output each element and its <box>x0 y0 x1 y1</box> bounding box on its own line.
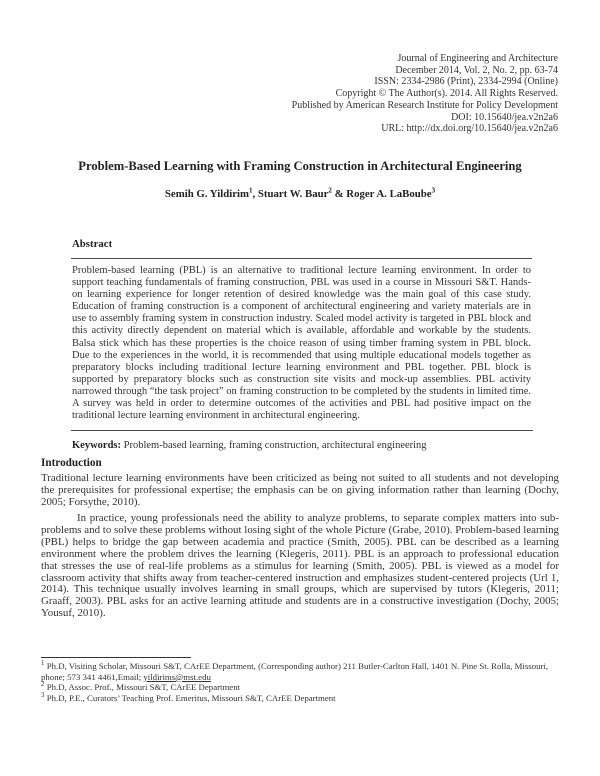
copyright-line: Copyright © The Author(s). 2014. All Rights Reserved. <box>335 88 558 100</box>
author-separator: , <box>252 188 258 200</box>
footnote-separator-rule <box>41 657 191 658</box>
author-2: Stuart W. Baur <box>257 188 329 200</box>
abstract-text: Problem-based learning (PBL) is an alternative to traditional lecture learning environment. In order to support teaching fundamentals of framing construction, PBL was used in a course in Missouri S&T. Hands-on learning experience for longer retention of desired knowledge was the main goal of this case study. Education of framing construction is a component of architectural engineering and variety materials are in use to assembly framing system in construction industry. Scaled model activity is targeted in PBL block and this activity directly dependent on material which is available, affordable and workable by the students. Balsa stick which has these properties is the choice reason of using timber framing system in PBL block. Due to the experiences in the world, it is recommended that using multiple educational models together as preparatory blocks including traditional lecture learning environment and PBL together. PBL block is supported by preparatory blocks such as construction site visits and mock-up assemblies. PBL activity narrowed through “the task project” on framing construction to be completed by the students in limited time. A survey was held in order to determine outcomes of the activities and PBL had positive impact on the traditional lecture learning environment in architectural engineering. <box>72 265 531 422</box>
authors-line <box>40 188 560 200</box>
footnote-1 <box>41 661 561 682</box>
author-3: Roger A. LaBoube <box>346 188 432 200</box>
footnote-1-text: Ph.D, Visiting Scholar, Missouri S&T, CArEE Department, (Corresponding author) 211 Butler-Carlton Hall, 1401 N. Pine St. Rolla, Missouri, phone; 573 341 4461,Email; <box>41 661 549 682</box>
keywords-line <box>72 440 532 451</box>
keywords-label: Keywords: <box>72 440 121 451</box>
footnote-2-mark: 2 <box>41 680 45 689</box>
footnote-1-mark: 1 <box>41 659 45 668</box>
issue-info: December 2014, Vol. 2, No. 2, pp. 63-74 <box>395 64 558 76</box>
author-1: Semih G. Yildirim <box>164 188 249 200</box>
keywords-list: Problem-based learning, framing construction, architectural engineering <box>121 440 427 451</box>
footnote-3-text: Ph.D, P.E., Curators’ Teaching Prof. Emeritus, Missouri S&T, CArEE Department <box>44 693 336 704</box>
introduction-heading: Introduction <box>41 457 102 469</box>
footnotes-block <box>41 661 561 704</box>
url-line: URL: http://dx.doi.org/10.15640/jea.v2n2a6 <box>381 123 558 135</box>
author-1-affiliation-mark: 1 <box>248 186 253 195</box>
paper-title: Problem-Based Learning with Framing Construction in Architectural Engineering <box>78 159 522 173</box>
introduction-paragraph-2: In practice, young professionals need the ability to analyze problems, to separate complex matters into sub-problems and to solve these problems without losing sight of the whole Picture (Grabe, 2010). Problem-based learning (PBL) helps to bridge the gap between academia and practice (Smith, 2005). PBL can be described as a learning environment where the problem drives the learning (Klegeris, 2011). PBL is an approach to professional education that stresses the use of real-life problems as a stimulus for learning (Smith, 2005). PBL is viewed as a model for classroom activity that shifts away from teacher-centered instruction and emphasizes student-centered projects (Url 1, 2014). This technique usually involves learning in small groups, which are supervised by tutors (Klegeris, 2011; Graaff, 2003). PBL asks for an active learning attitude and students are in a constructive investigation (Dochy, 2005; Yousuf, 2010). <box>41 512 559 620</box>
footnote-2 <box>41 682 561 693</box>
doi-line: DOI: 10.15640/jea.v2n2a6 <box>451 111 558 123</box>
issn-line: ISSN: 2334-2986 (Print), 2334-2994 (Online) <box>374 76 558 88</box>
abstract-top-rule <box>71 258 532 259</box>
introduction-paragraph-1: Traditional lecture learning environments have been criticized as being not suited to all students and not developing the prerequisites for professional expertise; the emphasis can be on giving information rather than learning (Dochy, 2005; Forsythe, 2010). <box>41 472 559 508</box>
abstract-bottom-rule <box>71 430 533 431</box>
abstract-heading: Abstract <box>72 238 113 250</box>
footnote-3 <box>41 693 561 704</box>
author-separator: & <box>331 188 347 200</box>
journal-name: Journal of Engineering and Architecture <box>397 53 558 64</box>
author-email-link[interactable]: yildirims@mst.edu <box>143 671 211 682</box>
footnote-2-text: Ph.D, Assoc. Prof., Missouri S&T, CArEE Department <box>44 682 241 693</box>
journal-masthead <box>120 53 558 135</box>
footnote-3-mark: 3 <box>41 691 45 700</box>
author-3-affiliation-mark: 3 <box>431 186 436 195</box>
author-2-affiliation-mark: 2 <box>328 186 332 195</box>
publisher-line: Published by American Research Institute for Policy Development <box>291 99 558 111</box>
